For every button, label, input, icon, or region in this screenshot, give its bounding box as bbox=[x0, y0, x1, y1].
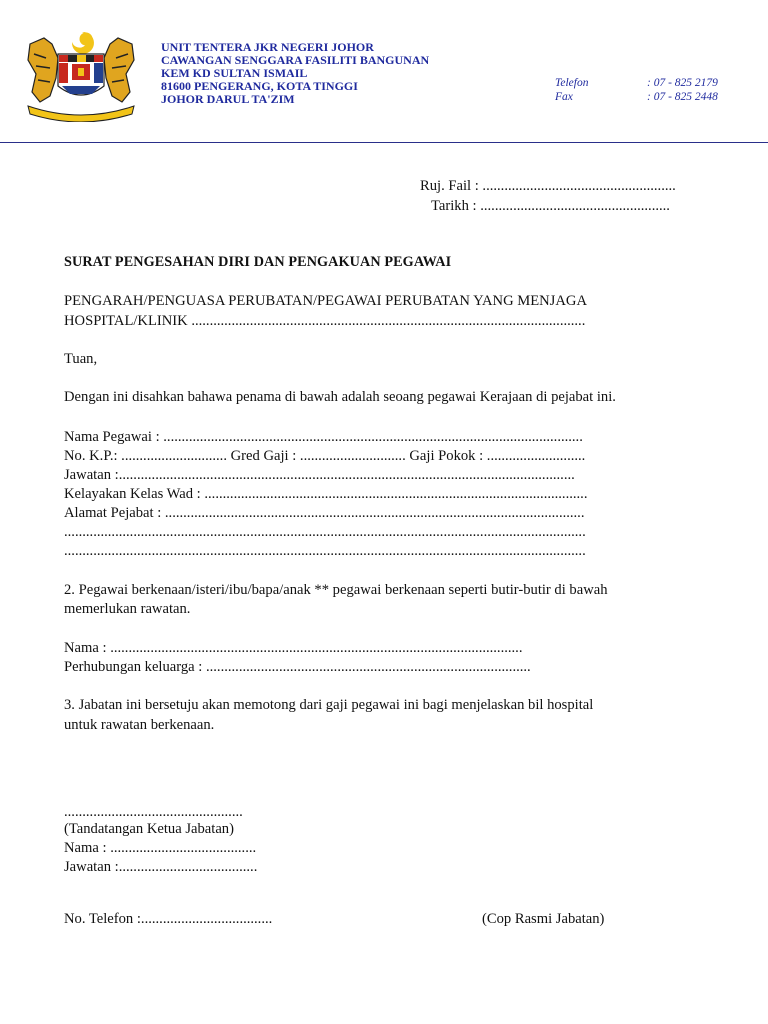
nama-pegawai-field: Nama Pegawai : ................................................................................................................... bbox=[64, 429, 583, 445]
no-telefon-field: No. Telefon :.................................... bbox=[64, 911, 273, 927]
perhubungan-keluarga-field: Perhubungan keluarga : ......................................................................................... bbox=[64, 659, 531, 675]
motto-scroll bbox=[28, 106, 134, 122]
coat-of-arms-logo bbox=[22, 30, 140, 122]
org-line-2: CAWANGAN SENGGARA FASILITI BANGUNAN bbox=[161, 53, 430, 67]
signature-line: ................................................. bbox=[64, 804, 243, 820]
org-line-3: KEM KD SULTAN ISMAIL bbox=[161, 66, 308, 80]
kelayakan-kelas-wad-field: Kelayakan Kelas Wad : ......................................................................................................... bbox=[64, 486, 588, 502]
fax-value: : 07 - 825 2448 bbox=[647, 91, 718, 103]
alamat-continuation-2: ............................................................................................................................................... bbox=[64, 543, 586, 559]
paragraph-2-line-1: 2. Pegawai berkenaan/isteri/ibu/bapa/anak ** pegawai berkenaan seperti butir-butir di bawah bbox=[64, 582, 608, 598]
paragraph-3-line-1: 3. Jabatan ini bersetuju akan memotong dari gaji pegawai ini bagi menjelaskan bil hospital bbox=[64, 697, 594, 713]
org-line-4: 81600 PENGERANG, KOTA TINGGI bbox=[161, 79, 358, 93]
star-icon bbox=[80, 33, 93, 46]
fax-label: Fax bbox=[555, 91, 573, 103]
signature-nama-field: Nama : ........................................ bbox=[64, 840, 257, 856]
ruj-fail-field: Ruj. Fail : ..................................................... bbox=[420, 178, 676, 194]
alamat-continuation-1: ............................................................................................................................................... bbox=[64, 524, 586, 540]
telefon-value: : 07 - 825 2179 bbox=[647, 77, 718, 89]
right-tiger-icon bbox=[104, 38, 134, 102]
paragraph-2-line-2: memerlukan rawatan. bbox=[64, 601, 191, 617]
jawatan-field: Jawatan :............................................................................................................................. bbox=[64, 467, 575, 483]
org-line-1: UNIT TENTERA JKR NEGERI JOHOR bbox=[161, 40, 374, 54]
alamat-pejabat-field: Alamat Pejabat : ................................................................................................................... bbox=[64, 505, 585, 521]
document-title: SURAT PENGESAHAN DIRI DAN PENGAKUAN PEGAWAI bbox=[64, 254, 452, 270]
tarikh-field: Tarikh : .................................................... bbox=[431, 198, 670, 214]
salutation: Tuan, bbox=[64, 351, 98, 367]
patient-nama-field: Nama : ................................................................................................................. bbox=[64, 640, 523, 656]
signature-label: (Tandatangan Ketua Jabatan) bbox=[64, 821, 234, 837]
signature-jawatan-field: Jawatan :...................................... bbox=[64, 859, 258, 875]
cop-rasmi-label: (Cop Rasmi Jabatan) bbox=[482, 911, 605, 927]
addressee-line-2: HOSPITAL/KLINIK ............................................................................................................ bbox=[64, 313, 586, 329]
telefon-label: Telefon bbox=[555, 77, 589, 89]
addressee-line-1: PENGARAH/PENGUASA PERUBATAN/PEGAWAI PERUBATAN YANG MENJAGA bbox=[64, 293, 587, 309]
header-divider bbox=[0, 142, 768, 143]
paragraph-3-line-2: untuk rawatan berkenaan. bbox=[64, 717, 215, 733]
kp-gred-gaji-field: No. K.P.: ............................. Gred Gaji : ............................. Gaji Pokok : ........................... bbox=[64, 448, 586, 464]
org-line-5: JOHOR DARUL TA'ZIM bbox=[161, 92, 295, 106]
intro-paragraph: Dengan ini disahkan bahawa penama di bawah adalah seoang pegawai Kerajaan di pejabat ini. bbox=[64, 389, 616, 405]
left-tiger-icon bbox=[28, 38, 58, 102]
